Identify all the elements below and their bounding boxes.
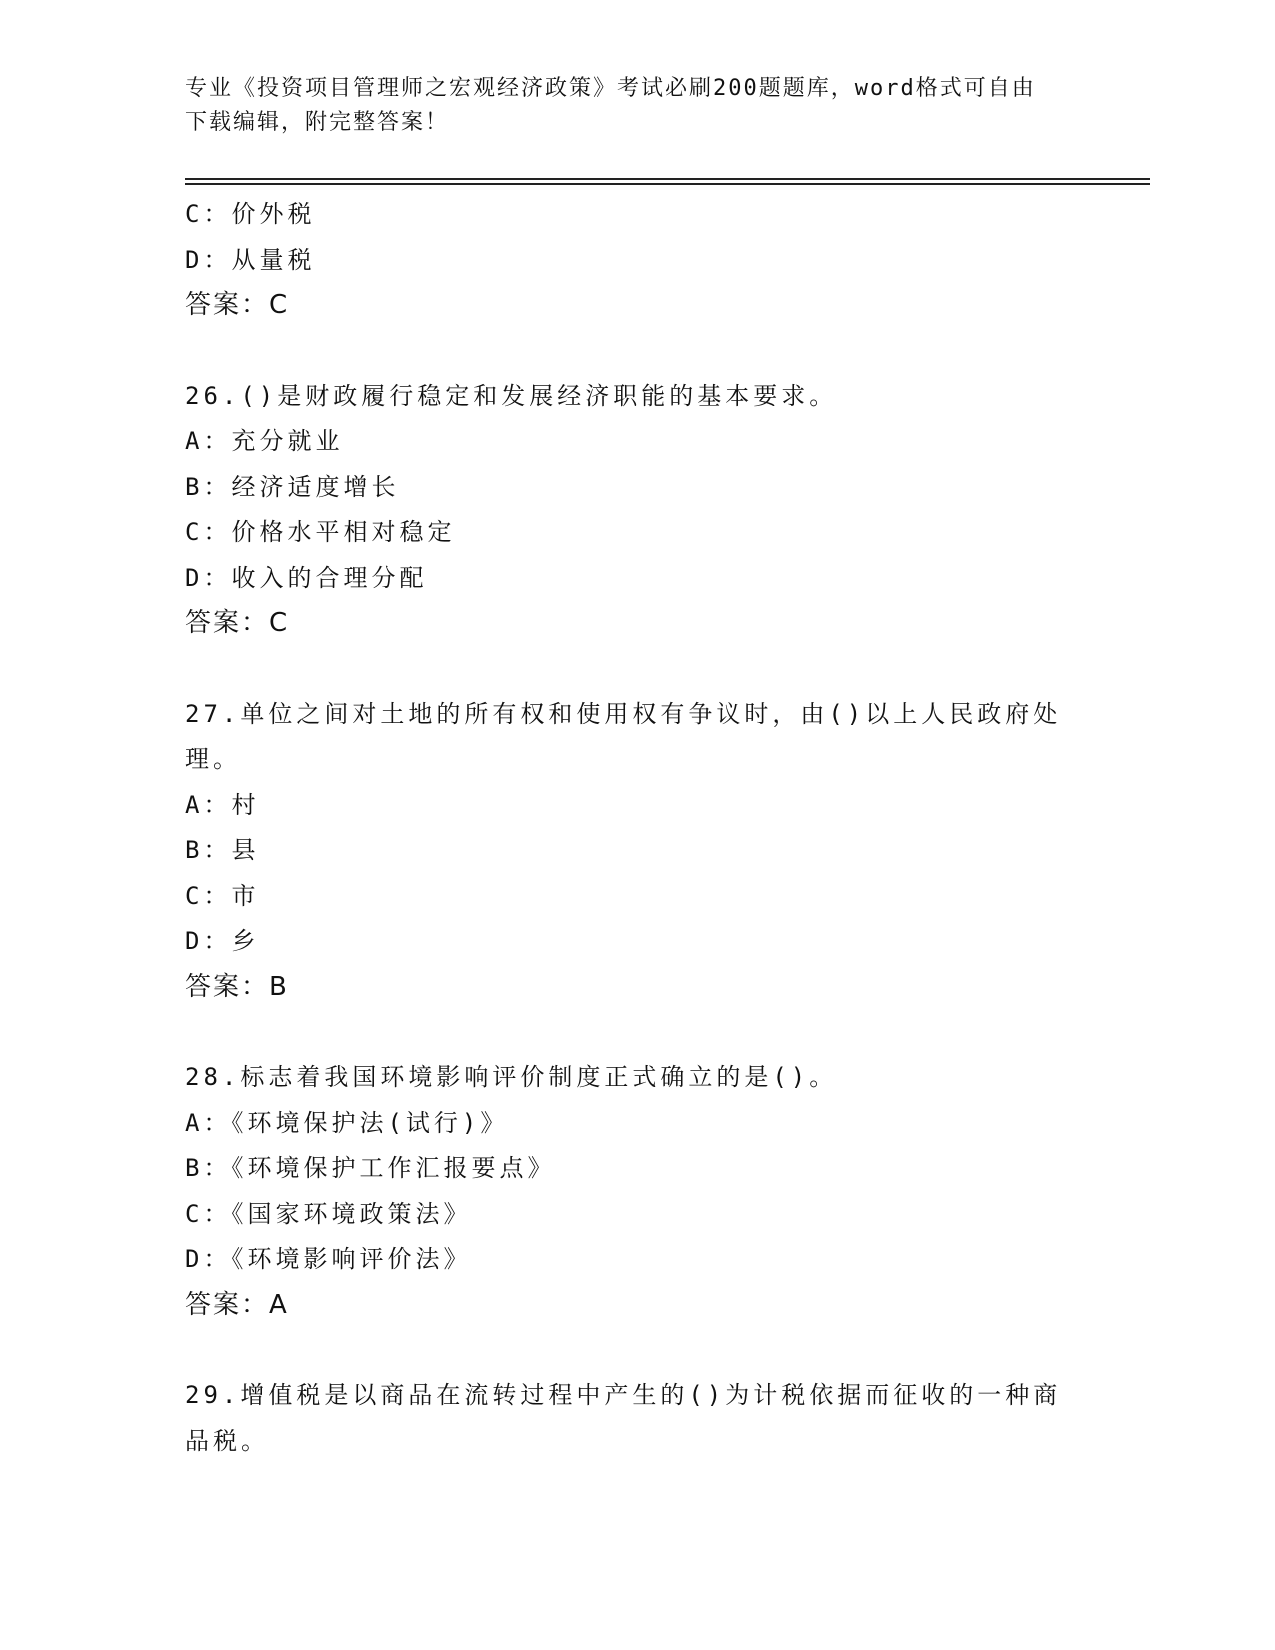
header-divider-top xyxy=(185,178,1150,180)
spacer xyxy=(185,647,1085,692)
answer: 答案：A xyxy=(185,1289,289,1320)
answer: 答案：C xyxy=(185,290,290,320)
option-b: B：经济适度增长 xyxy=(185,472,400,501)
question-25-tail xyxy=(185,192,1085,329)
question-stem-line-1: 29.增值税是以商品在流转过程中产生的()为计税依据而征收的一种商 xyxy=(185,1381,1062,1409)
question-list xyxy=(185,192,1085,1464)
question-28 xyxy=(185,1055,1085,1328)
option-a: A：《环境保护法(试行)》 xyxy=(185,1108,509,1137)
option-b: B：县 xyxy=(185,836,260,864)
option-a: A：村 xyxy=(185,790,260,819)
spacer xyxy=(185,1010,1085,1055)
option-d: D：《环境影响评价法》 xyxy=(185,1245,472,1273)
option-d: D：收入的合理分配 xyxy=(185,563,428,592)
answer: 答案：C xyxy=(185,608,290,638)
option-d: D：从量税 xyxy=(185,245,316,274)
question-stem-line-1: 27.单位之间对土地的所有权和使用权有争议时，由()以上人民政府处 xyxy=(185,699,1062,728)
header-line-1: 专业《投资项目管理师之宏观经济政策》考试必刷200题题库，word格式可自由 xyxy=(185,76,1036,101)
option-d: D：乡 xyxy=(185,927,260,955)
question-27 xyxy=(185,692,1085,1011)
answer: 答案：B xyxy=(185,971,289,1002)
question-stem: 26.()是财政履行稳定和发展经济职能的基本要求。 xyxy=(185,381,838,410)
question-stem: 28.标志着我国环境影响评价制度正式确立的是()。 xyxy=(185,1063,838,1091)
option-b: B：《环境保护工作汇报要点》 xyxy=(185,1154,556,1182)
option-c: C：市 xyxy=(185,881,260,910)
option-c: C：《国家环境政策法》 xyxy=(185,1199,472,1228)
spacer xyxy=(185,1328,1085,1373)
question-26 xyxy=(185,374,1085,647)
header-divider-bottom xyxy=(185,183,1150,185)
option-c: C：价外税 xyxy=(185,200,316,228)
document-header xyxy=(185,72,1085,140)
question-29 xyxy=(185,1373,1085,1464)
header-line-2: 下载编辑，附完整答案！ xyxy=(185,110,450,135)
question-stem-line-2: 品税。 xyxy=(185,1426,269,1455)
spacer xyxy=(185,329,1085,374)
question-stem-line-2: 理。 xyxy=(185,745,241,773)
option-c: C：价格水平相对稳定 xyxy=(185,518,456,546)
option-a: A：充分就业 xyxy=(185,427,344,455)
